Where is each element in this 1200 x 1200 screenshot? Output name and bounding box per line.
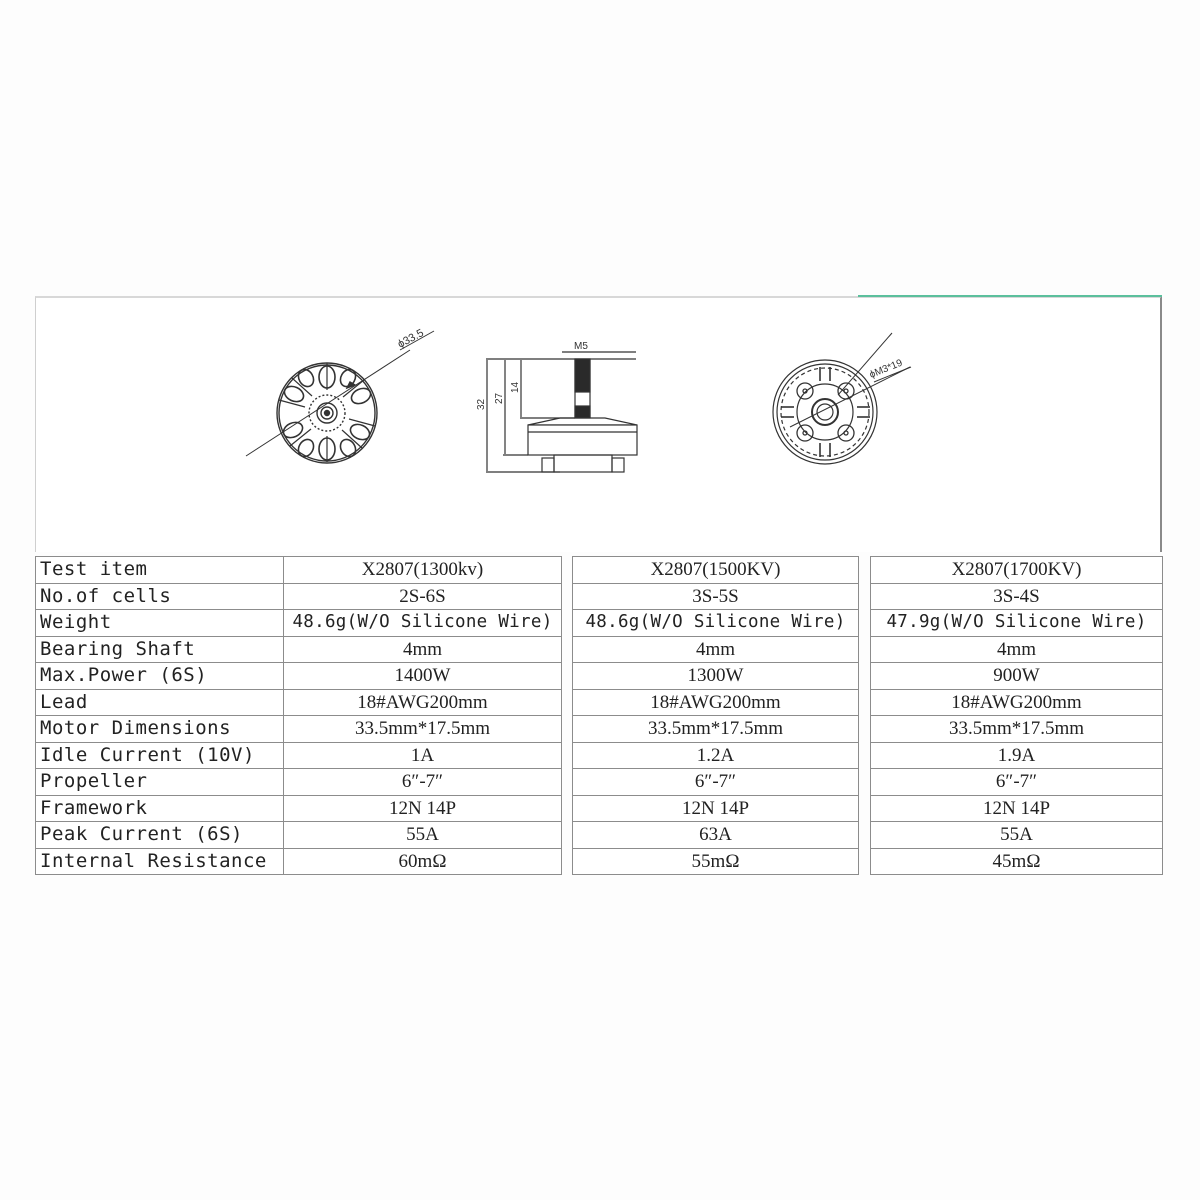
row-label: Internal Resistance — [36, 848, 284, 875]
cell-1500kv: 63A — [573, 822, 859, 849]
cell-1500kv: 1300W — [573, 663, 859, 690]
shaft-thread-label: M5 — [574, 341, 588, 352]
cell-1700kv: 12N 14P — [871, 795, 1163, 822]
cell-1500kv: X2807(1500KV) — [573, 557, 859, 584]
motor-front-view-icon — [246, 331, 434, 463]
cell-1500kv: 33.5mm*17.5mm — [573, 716, 859, 743]
cell-1500kv: 55mΩ — [573, 848, 859, 875]
row-label: Peak Current (6S) — [36, 822, 284, 849]
table-row — [36, 769, 1163, 796]
row-label: No.of cells — [36, 583, 284, 610]
cell-1300kv: 2S-6S — [284, 583, 562, 610]
row-label: Idle Current (10V) — [36, 742, 284, 769]
cell-1700kv: 47.9g(W/O Silicone Wire) — [871, 610, 1163, 637]
cell-1300kv: 33.5mm*17.5mm — [284, 716, 562, 743]
bottom-screw-label: ϕM3*19 — [868, 357, 905, 381]
table-row — [36, 663, 1163, 690]
motor-bottom-view-icon — [773, 333, 911, 464]
cell-1500kv: 6″-7″ — [573, 769, 859, 796]
row-label: Propeller — [36, 769, 284, 796]
front-diameter-label: ϕ33.5 — [395, 327, 426, 351]
height-27-label: 27 — [494, 392, 505, 404]
row-label: Max.Power (6S) — [36, 663, 284, 690]
motor-side-view-icon — [486, 352, 637, 472]
table-row — [36, 557, 1163, 584]
cell-1700kv: 1.9A — [871, 742, 1163, 769]
table-row — [36, 742, 1163, 769]
cell-1700kv: 900W — [871, 663, 1163, 690]
cell-1300kv: 18#AWG200mm — [284, 689, 562, 716]
table-row — [36, 689, 1163, 716]
height-14-label: 14 — [510, 381, 521, 393]
cell-1500kv: 1.2A — [573, 742, 859, 769]
table-row — [36, 822, 1163, 849]
cell-1500kv: 48.6g(W/O Silicone Wire) — [573, 610, 859, 637]
cell-1500kv: 18#AWG200mm — [573, 689, 859, 716]
row-label: Framework — [36, 795, 284, 822]
cell-1500kv: 3S-5S — [573, 583, 859, 610]
cell-1300kv: 6″-7″ — [284, 769, 562, 796]
row-label: Lead — [36, 689, 284, 716]
cell-1700kv: 3S-4S — [871, 583, 1163, 610]
height-32-label: 32 — [476, 398, 487, 410]
cell-1300kv: 12N 14P — [284, 795, 562, 822]
cell-1500kv: 4mm — [573, 636, 859, 663]
cell-1700kv: 55A — [871, 822, 1163, 849]
table-row — [36, 610, 1163, 637]
row-label: Motor Dimensions — [36, 716, 284, 743]
cell-1300kv: 1A — [284, 742, 562, 769]
cell-1300kv: 4mm — [284, 636, 562, 663]
table-row — [36, 636, 1163, 663]
cell-1700kv: 33.5mm*17.5mm — [871, 716, 1163, 743]
cell-1700kv: 4mm — [871, 636, 1163, 663]
cell-1700kv: X2807(1700KV) — [871, 557, 1163, 584]
cell-1300kv: X2807(1300kv) — [284, 557, 562, 584]
table-row — [36, 716, 1163, 743]
cell-1700kv: 18#AWG200mm — [871, 689, 1163, 716]
cell-1300kv: 48.6g(W/O Silicone Wire) — [284, 610, 562, 637]
cell-1300kv: 1400W — [284, 663, 562, 690]
row-label: Weight — [36, 610, 284, 637]
row-label: Bearing Shaft — [36, 636, 284, 663]
cell-1300kv: 55A — [284, 822, 562, 849]
table-row — [36, 583, 1163, 610]
cell-1500kv: 12N 14P — [573, 795, 859, 822]
cell-1700kv: 45mΩ — [871, 848, 1163, 875]
table-row — [36, 848, 1163, 875]
cell-1700kv: 6″-7″ — [871, 769, 1163, 796]
motor-drawings — [0, 0, 1200, 560]
table-row — [36, 795, 1163, 822]
row-label: Test item — [36, 557, 284, 584]
motor-spec-table — [35, 556, 1163, 875]
cell-1300kv: 60mΩ — [284, 848, 562, 875]
